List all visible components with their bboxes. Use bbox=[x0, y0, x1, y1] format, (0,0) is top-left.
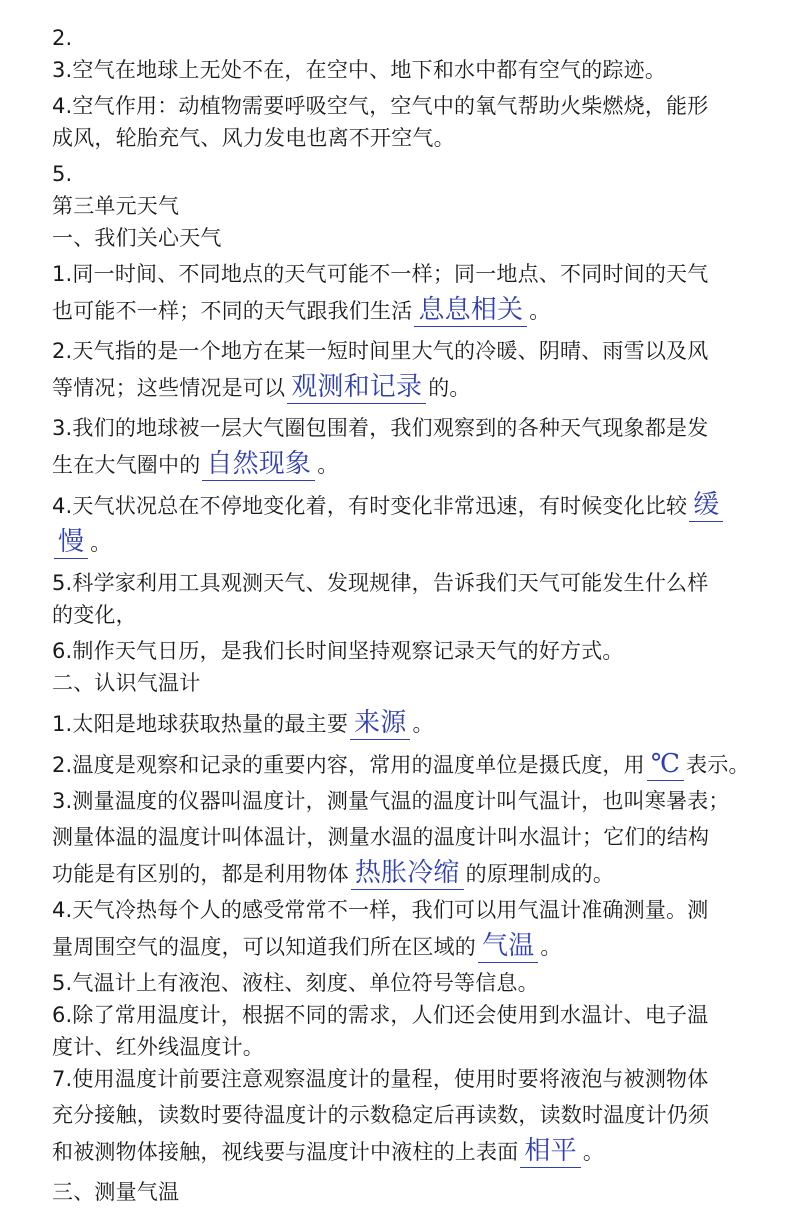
text-line: 6.制作天气日历，是我们长时间坚持观察记录天气的好方式。 bbox=[52, 639, 624, 663]
answer-blank: 自然现象 bbox=[202, 448, 315, 481]
answer-blank: ℃ bbox=[647, 748, 684, 781]
fill-line: 功能是有区别的，都是利用物体 热胀冷缩 的原理制成的。 bbox=[52, 858, 615, 888]
answer-blank: 慢 bbox=[54, 526, 88, 559]
fill-line: 和被测物体接触，视线要与温度计中液柱的上表面 相平 。 bbox=[52, 1136, 605, 1166]
text-line: 6.除了常用温度计，根据不同的需求，人们还会使用到水温计、电子温 bbox=[52, 1003, 709, 1027]
text-line: 的变化， bbox=[52, 603, 137, 627]
answer-blank: 来源 bbox=[350, 707, 410, 740]
text-line: 5.科学家利用工具观测天气、发现规律，告诉我们天气可能发生什么样 bbox=[52, 571, 709, 595]
text-line: 3.测量温度的仪器叫温度计，测量气温的温度计叫气温计，也叫寒暑表； bbox=[52, 789, 730, 813]
text-line: 3.空气在地球上无处不在，在空中、地下和水中都有空气的踪迹。 bbox=[52, 58, 667, 82]
answer-blank: 缓 bbox=[689, 489, 723, 522]
text-line: 成风，轮胎充气、风力发电也离不开空气。 bbox=[52, 126, 455, 150]
answer-blank: 热胀冷缩 bbox=[351, 857, 464, 890]
fill-line: 也可能不一样；不同的天气跟我们生活 息息相关 。 bbox=[52, 295, 551, 325]
fill-line: 等情况；这些情况是可以 观测和记录 的。 bbox=[52, 372, 471, 402]
answer-blank: 息息相关 bbox=[414, 294, 527, 327]
fill-line: 4.天气状况总在不停地变化着，有时变化非常迅速，有时候变化比较 缓 bbox=[52, 489, 772, 522]
text-line: 2. bbox=[52, 26, 73, 50]
answer-blank: 相平 bbox=[520, 1135, 580, 1168]
fill-line: 生在大气圈中的 自然现象 。 bbox=[52, 449, 339, 479]
answer-blank: 观测和记录 bbox=[287, 371, 426, 404]
fill-line: 量周围空气的温度，可以知道我们所在区域的 气温 。 bbox=[52, 931, 562, 961]
fill-line: 2.温度是观察和记录的重要内容，常用的温度单位是摄氏度，用 ℃ 表示。 bbox=[52, 749, 750, 779]
section-heading: 二、认识气温计 bbox=[52, 671, 201, 695]
fill-line: 慢 。 bbox=[52, 526, 772, 559]
answer-blank: 气温 bbox=[478, 930, 538, 963]
text-line: 度计、红外线温度计。 bbox=[52, 1035, 264, 1059]
text-line: 5. bbox=[52, 162, 73, 186]
section-heading: 三、测量气温 bbox=[52, 1180, 180, 1204]
text-line: 4.天气冷热每个人的感受常常不一样，我们可以用气温计准确测量。测 bbox=[52, 898, 709, 922]
fill-line: 1.太阳是地球获取热量的最主要 来源 。 bbox=[52, 708, 434, 738]
text-line: 1.同一时间、不同地点的天气可能不一样；同一地点、不同时间的天气 bbox=[52, 262, 709, 286]
text-line: 充分接触，读数时要待温度计的示数稳定后再读数，读数时温度计仍须 bbox=[52, 1103, 710, 1127]
section-heading: 一、我们关心天气 bbox=[52, 226, 222, 250]
document-page bbox=[52, 22, 772, 1208]
text-line: 3.我们的地球被一层大气圈包围着，我们观察到的各种天气现象都是发 bbox=[52, 416, 709, 440]
text-line: 2.天气指的是一个地方在某一短时间里大气的冷暖、阴晴、雨雪以及风 bbox=[52, 339, 709, 363]
text-line: 4.空气作用：动植物需要呼吸空气，空气中的氧气帮助火柴燃烧，能形 bbox=[52, 94, 709, 118]
text-line: 测量体温的温度计叫体温计，测量水温的温度计叫水温计；它们的结构 bbox=[52, 825, 710, 849]
text-line: 7.使用温度计前要注意观察温度计的量程，使用时要将液泡与被测物体 bbox=[52, 1067, 709, 1091]
text-line: 5.气温计上有液泡、液柱、刻度、单位符号等信息。 bbox=[52, 971, 539, 995]
unit-title: 第三单元天气 bbox=[52, 194, 180, 218]
